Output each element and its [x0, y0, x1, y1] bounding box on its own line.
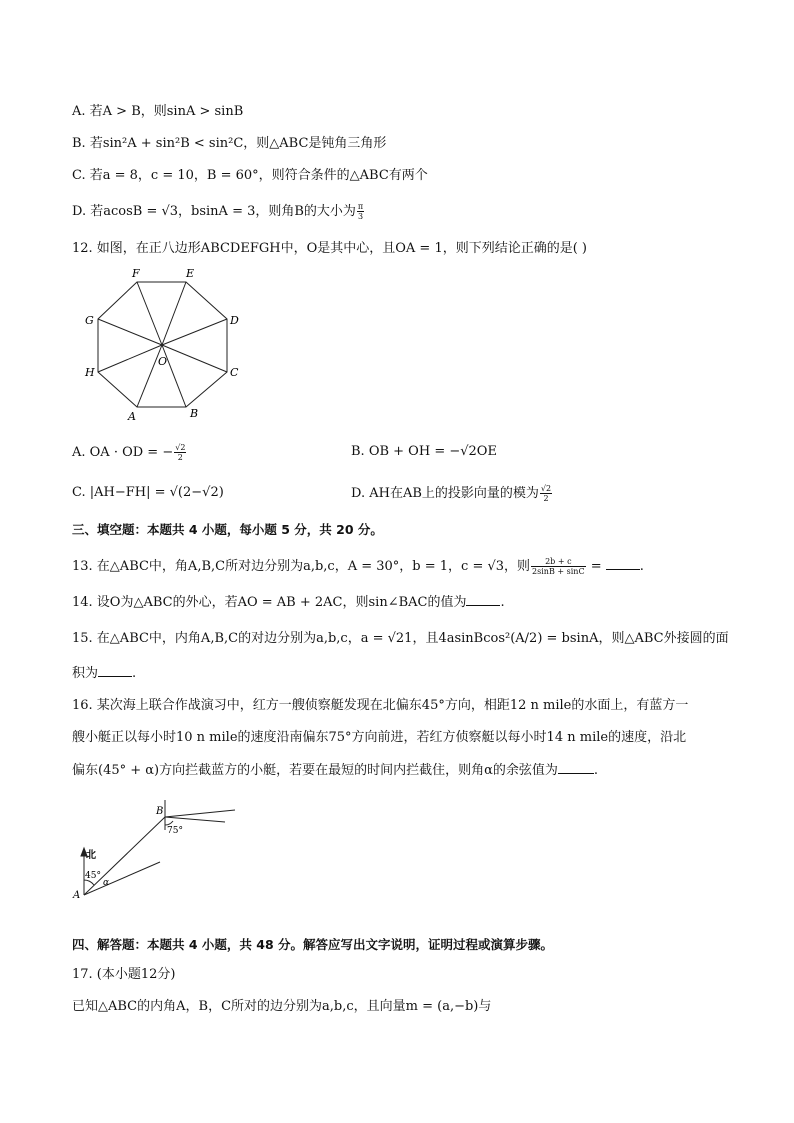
q12-option-d-text: D. AH在AB上的投影向量的模为: [351, 486, 539, 501]
frac-denominator: 2: [177, 453, 183, 462]
segment-oe: [162, 282, 186, 345]
navigation-figure: [70, 800, 270, 920]
label-g: G: [85, 314, 94, 327]
q16-text: 偏东(45° + α)方向拦截蓝方的小艇，若要在最短的时间内拦截住，则角α的余弦值为: [72, 763, 558, 778]
q12-option-b: B. OB + OH = −√2OE: [351, 444, 497, 459]
label-f: F: [132, 267, 140, 280]
q15-end: .: [132, 666, 137, 681]
answer-blank[interactable]: [558, 761, 594, 774]
q14-text: 14. 设O为△ABC的外心，若AO = AB + 2AC，则sin∠BAC的值为: [72, 595, 467, 610]
q16-line-2: 艘小艇正以每小时10 n mile的速度沿南偏东75°方向前进，若红方侦察艇以每小时14 n mile的速度，沿北: [72, 730, 687, 745]
q11-option-d-fraction: [357, 202, 364, 221]
q12-option-a-fraction: [174, 443, 186, 462]
q13-fraction: [531, 557, 586, 576]
q11-option-c: C. 若a = 8，c = 10，B = 60°，则符合条件的△ABC有两个: [72, 168, 428, 183]
point-b-label: B: [156, 806, 164, 817]
label-h: H: [85, 366, 95, 379]
label-a: A: [128, 410, 136, 422]
section-4-heading: 四、解答题：本题共 4 小题，共 48 分。解答应写出文字说明，证明过程或演算步骤。: [72, 937, 554, 952]
label-d: D: [230, 314, 239, 327]
segment-od: [162, 319, 227, 345]
frac-denominator: 2sinB + sinC: [532, 567, 585, 576]
answer-blank[interactable]: [466, 593, 500, 606]
label-b: B: [190, 407, 199, 420]
octagon-figure: [80, 262, 250, 422]
label-e: E: [186, 267, 195, 280]
q17-body: 已知△ABC的内角A，B，C所对的边分别为a,b,c，且向量m = (a,−b)与: [72, 999, 492, 1014]
label-c: C: [230, 366, 239, 379]
angle-45-label: 45°: [85, 871, 101, 881]
q15-text: 积为: [72, 666, 99, 681]
angle-75-label: 75°: [167, 826, 183, 836]
q12-stem: 12. 如图，在正八边形ABCDEFGH中，O是其中心，且OA = 1，则下列结论正确的是( ): [72, 241, 587, 256]
q12-option-d-fraction: [540, 484, 552, 503]
north-label: 北: [86, 850, 96, 861]
q13-text: 13. 在△ABC中，角A,B,C所对边分别为a,b,c，A = 30°，b = 1，c = √3，则: [72, 559, 531, 574]
frac-numerator: π: [357, 202, 364, 211]
frac-denominator: 2: [543, 494, 549, 503]
q12-option-d: [351, 484, 553, 503]
q13-equals: =: [586, 559, 606, 574]
answer-blank[interactable]: [98, 664, 132, 677]
q12-option-c: C. |AH−FH| = √(2−√2): [72, 485, 224, 500]
q11-option-d: [72, 202, 365, 221]
frac-numerator: 2b + c: [531, 557, 586, 567]
angle-alpha-label: α: [103, 878, 110, 888]
answer-blank[interactable]: [606, 557, 640, 570]
point-a-label: A: [73, 890, 81, 901]
q16-end: .: [593, 763, 599, 778]
segment-of: [137, 282, 162, 345]
q16-line-1: 16. 某次海上联合作战演习中，红方一艘侦察艇发现在北偏东45°方向，相距12 n mile的水面上，有蓝方一: [72, 698, 689, 713]
q11-option-b: B. 若sin²A + sin²B < sin²C，则△ABC是钝角三角形: [72, 136, 387, 151]
q17-heading: 17. (本小题12分): [72, 967, 176, 982]
q12-option-a-text: A. OA · OD = −: [72, 445, 174, 460]
line-ab: [84, 817, 165, 895]
q14: [72, 593, 505, 612]
q15-line-2: [72, 664, 136, 683]
frac-numerator: √2: [175, 443, 186, 452]
q13-end: .: [639, 559, 644, 574]
line-b-course: [165, 817, 225, 822]
q11-option-d-text: D. 若acosB = √3，bsinA = 3，则角B的大小为: [72, 204, 356, 219]
q12-option-a: [72, 443, 187, 462]
q16-line-3: [72, 761, 598, 780]
segment-og: [98, 319, 162, 345]
segment-oc: [162, 345, 227, 372]
q13: [72, 557, 644, 576]
label-o: O: [158, 355, 168, 368]
section-3-heading: 三、填空题：本题共 4 小题，每小题 5 分，共 20 分。: [72, 522, 383, 537]
q15-line-1: 15. 在△ABC中，内角A,B,C的对边分别为a,b,c，a = √21，且4asinBcos²(A/2) = bsinA，则△ABC外接圆的面: [72, 631, 729, 646]
line-b-east: [165, 810, 235, 817]
frac-numerator: √2: [540, 484, 552, 493]
frac-denominator: 3: [358, 212, 364, 221]
q14-end: .: [500, 595, 505, 610]
angle-arc-75: [165, 821, 173, 825]
q11-option-a: A. 若A > B，则sinA > sinB: [72, 104, 244, 119]
